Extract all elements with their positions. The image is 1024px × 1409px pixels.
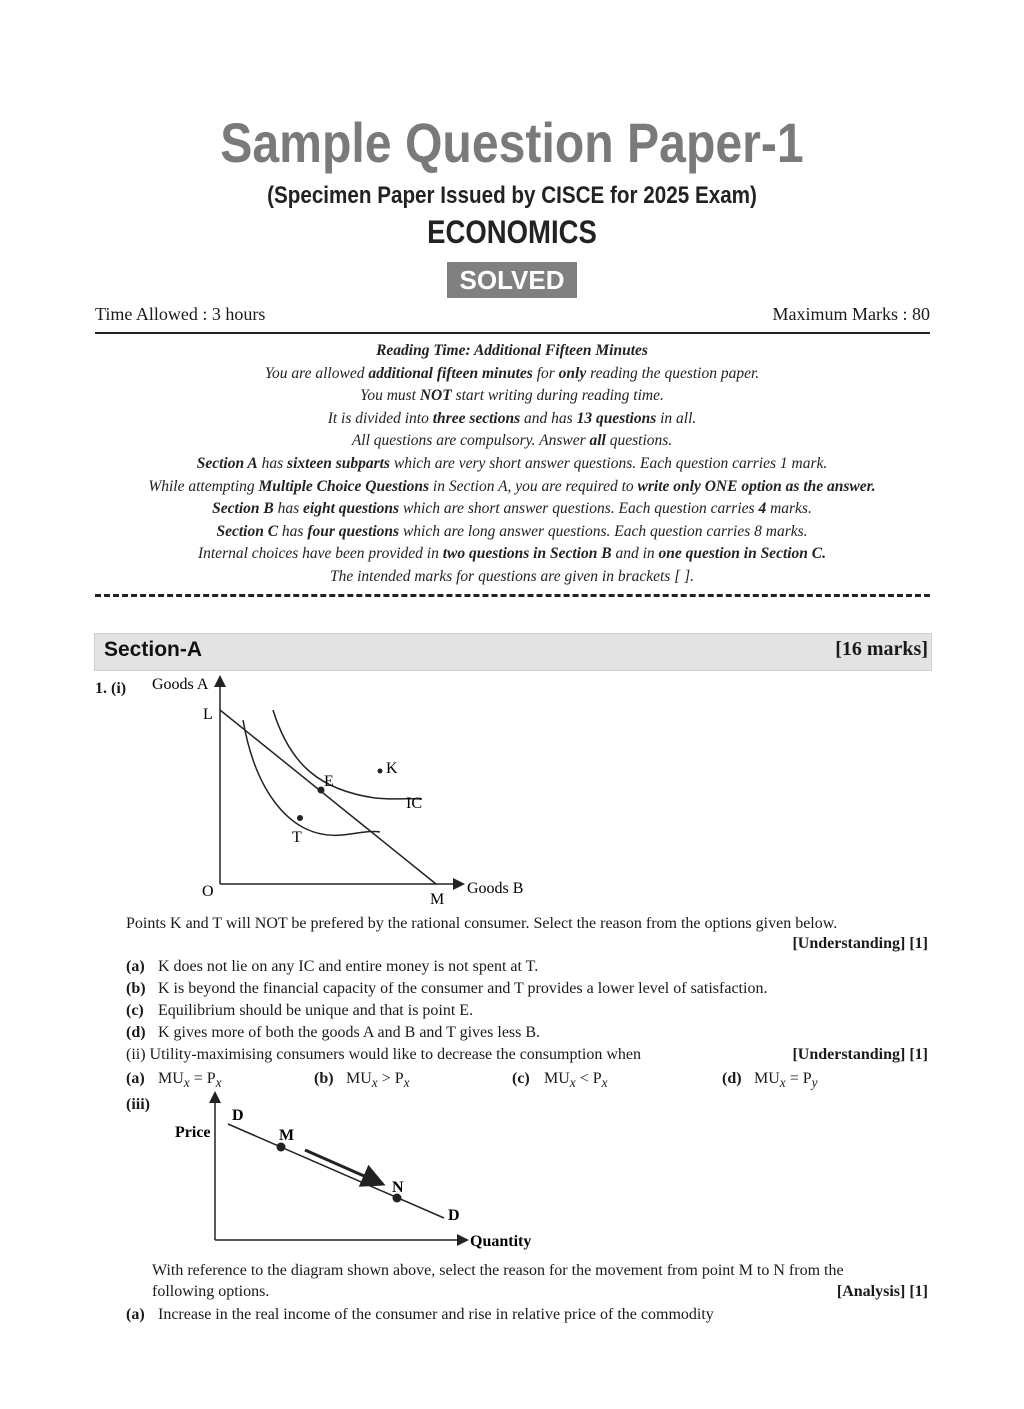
instruction-line: It is divided into three sections and has 13 questions in all. bbox=[327, 409, 697, 427]
instruction-line: All questions are compulsory. Answer all questions. bbox=[351, 432, 673, 450]
instruction-line: Section B has eight questions which are short answer questions. Each question carries 4 marks. bbox=[212, 500, 812, 518]
indifference-curve-diagram bbox=[140, 670, 560, 910]
label-origin: O bbox=[202, 883, 214, 900]
reading-time: Reading Time: Additional Fifteen Minutes bbox=[376, 342, 648, 359]
question-ii-text: (ii) Utility-maximising consumers would like to decrease the consumption when bbox=[126, 1046, 642, 1063]
instruction-line: Internal choices have been provided in two questions in Section B and in one question in Section C. bbox=[197, 545, 827, 563]
subject-title: ECONOMICS bbox=[427, 214, 597, 250]
option-c: (c) Equilibrium should be unique and that is point E. bbox=[126, 1002, 474, 1019]
instruction-line: You are allowed additional fifteen minutes for only reading the question paper. bbox=[264, 364, 760, 382]
option-d: (d) K gives more of both the goods A and B and T gives less B. bbox=[126, 1024, 541, 1041]
lower-indifference-curve bbox=[243, 720, 380, 835]
question-iii-text-line2: following options. bbox=[152, 1283, 270, 1300]
option-b: (b) K is beyond the financial capacity of the consumer and T provides a lower level of satisfaction. bbox=[126, 980, 768, 997]
price-label: Price bbox=[175, 1124, 211, 1141]
instruction-line: Section C has four questions which are long answer questions. Each question carries 8 marks. bbox=[216, 522, 808, 540]
section-header-bar bbox=[94, 633, 932, 671]
instruction-line: Section A has sixteen subparts which are very short answer questions. Each question carries 1 mark. bbox=[196, 454, 828, 472]
instruction-line: You must NOT start writing during reading time. bbox=[360, 387, 664, 405]
label-m: M bbox=[430, 891, 445, 908]
x-axis-label: Goods B bbox=[467, 880, 524, 897]
header-rule bbox=[95, 332, 930, 334]
label-n: N bbox=[392, 1179, 404, 1196]
option-ii-a: (a) $MU_x = P_x$ bbox=[126, 1070, 222, 1091]
instructions bbox=[80, 340, 944, 589]
question-iii-tag: [Analysis] [1] bbox=[836, 1283, 928, 1300]
maximum-marks: Maximum Marks : 80 bbox=[772, 304, 930, 324]
option-ii-c: (c) $MU_x < P_x$ bbox=[512, 1070, 608, 1091]
label-ic: IC bbox=[406, 795, 422, 812]
question-tag: [Understanding] [1] bbox=[792, 935, 928, 952]
label-t: T bbox=[292, 829, 302, 846]
question-iii-text-line1: With reference to the diagram shown above, select the reason for the movement from point M to N from the bbox=[152, 1262, 844, 1279]
quantity-label: Quantity bbox=[470, 1233, 532, 1250]
label-e: E bbox=[324, 773, 334, 790]
label-l: L bbox=[203, 706, 213, 723]
dashed-separator bbox=[95, 594, 930, 597]
time-allowed: Time Allowed : 3 hours bbox=[95, 304, 266, 324]
section-title: Section-A bbox=[104, 638, 203, 661]
label-d-top: D bbox=[232, 1107, 244, 1124]
solved-badge: SOLVED bbox=[447, 262, 577, 298]
option-ii-d: (d) $MU_x = P_y$ bbox=[722, 1070, 818, 1091]
question-number: 1. (i) bbox=[95, 680, 127, 697]
question-text: Points K and T will NOT be prefered by the rational consumer. Select the reason from the options given below. bbox=[126, 915, 838, 932]
option-a: (a) K does not lie on any IC and entire money is not spent at T. bbox=[126, 958, 539, 975]
point-k-dot bbox=[378, 769, 383, 774]
section-marks: [16 marks] bbox=[835, 638, 928, 660]
label-d-bottom: D bbox=[448, 1207, 460, 1224]
option-ii-b: (b) $MU_x > P_x$ bbox=[314, 1070, 410, 1091]
y-axis-label: Goods A bbox=[152, 676, 209, 693]
demand-curve bbox=[228, 1124, 444, 1218]
movement-arrow bbox=[305, 1150, 380, 1183]
instruction-line: While attempting Multiple Choice Questions in Section A, you are required to write only ONE option as the answer. bbox=[148, 477, 876, 495]
label-m: M bbox=[279, 1127, 295, 1144]
label-k: K bbox=[386, 760, 398, 777]
paper-subtitle: (Specimen Paper Issued by CISCE for 2025 Exam) bbox=[267, 182, 757, 209]
instruction-line: The intended marks for questions are given in brackets [ ]. bbox=[329, 567, 695, 585]
budget-line bbox=[220, 710, 436, 884]
indifference-curve-ic bbox=[273, 710, 422, 799]
point-t-dot bbox=[297, 815, 303, 821]
question-ii-tag: [Understanding] [1] bbox=[792, 1046, 928, 1063]
demand-curve-diagram bbox=[160, 1088, 580, 1254]
question-iii-number: (iii) bbox=[126, 1096, 150, 1113]
paper-title: Sample Question Paper-1 bbox=[220, 111, 804, 174]
option-iii-a: (a) Increase in the real income of the consumer and rise in relative price of the commodity bbox=[126, 1306, 714, 1323]
